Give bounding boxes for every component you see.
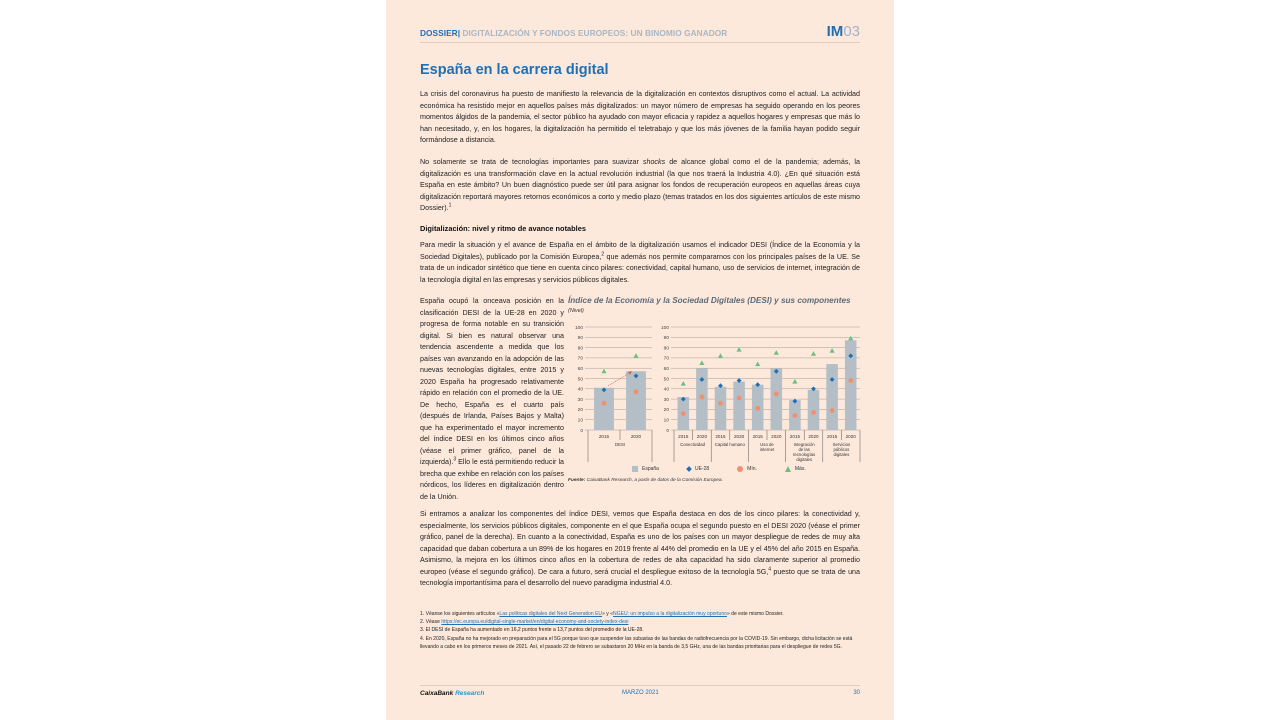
svg-text:2015: 2015 [752, 434, 763, 439]
link-ngeu-impulso[interactable]: NGEU: un impulso a la digitalización muy oportuno [613, 611, 727, 617]
footer-date: MARZO 2021 [622, 690, 659, 696]
header-badge [827, 23, 860, 40]
footnote-3: 3. El DESI de España ha aumentado en 16,2 puntos frente a 13,7 puntos del promedio de la UE-28. [420, 627, 644, 634]
footnotes [420, 610, 860, 651]
paragraph-3-text-a: Para medir la situación y el avance de España en el ámbito de la digitalización usamos el indicador DESI (Índice de la Economía y la Sociedad Digitales), publicado por la Comisión Europea, [420, 241, 860, 261]
svg-text:2020: 2020 [696, 434, 708, 439]
link-desi-url[interactable]: https://ec.europa.eu/digital-single-market/en/digital-economy-and-society-index-desi [441, 619, 629, 626]
svg-text:de las: de las [798, 447, 810, 452]
svg-text:Servicios: Servicios [832, 442, 851, 447]
footnote-ref-2[interactable]: 2 [601, 251, 605, 258]
footnote-1: 1. Véanse los siguientes artículos «Las políticas digitales del Next Generation EU» y «NGEU: un impulso a la digitalización muy oportuno» de este mismo Dossier. [420, 611, 784, 617]
document-page [386, 0, 894, 720]
header-section [420, 28, 727, 38]
link-next-generation-eu[interactable]: Las políticas digitales del Next Generation EU [499, 611, 603, 617]
svg-text:50: 50 [577, 377, 583, 383]
svg-text:40: 40 [577, 387, 583, 393]
svg-text:80: 80 [663, 346, 669, 352]
svg-text:digitales: digitales [796, 457, 813, 462]
svg-text:70: 70 [663, 356, 669, 362]
svg-text:2015: 2015 [789, 434, 801, 439]
footer-brand-logo: CaixaBank Research [420, 690, 485, 697]
badge-number: 03 [843, 23, 860, 40]
chart-source: Fuente: CaixaBank Research, a partir de datos de la Comisión Europea. [568, 478, 723, 483]
svg-text:100: 100 [660, 325, 669, 331]
article-title: España en la carrera digital [420, 62, 609, 78]
paragraph-3-text-b: que además nos permite compararnos con los principales países de la UE. Se trata de un indicador sintético que tiene en cuenta cinco pilares: conectividad, capital humano, uso de servicios de internet, integración de la tecnología digital en las empresas y servicios públicos digitales. [420, 252, 860, 284]
badge-prefix: IM [826, 23, 844, 40]
footnote-2: 2. Véase https://ec.europa.eu/digital-single-market/en/digital-economy-and-society-index-desi [420, 619, 629, 626]
svg-text:2015: 2015 [715, 434, 726, 439]
header-subtitle: DIGITALIZACIÓN Y FONDOS EUROPEOS: UN BINOMIO GANADOR [462, 28, 728, 38]
paragraph-3 [420, 240, 860, 286]
svg-text:2020: 2020 [771, 434, 782, 439]
svg-text:60: 60 [577, 367, 583, 372]
svg-text:Uso de: Uso de [760, 442, 774, 447]
legend-triangle-icon [785, 466, 791, 472]
paragraph-5-text-b: puesto que se trata de una tecnología importantísima para el desarrollo del nuevo paradigma industrial 4.0. [420, 567, 860, 587]
paragraph-2 [420, 157, 860, 215]
page-footer [420, 685, 860, 706]
svg-text:20: 20 [663, 408, 669, 414]
section-subheading: Digitalización: nivel y ritmo de avance notables [420, 224, 586, 233]
paragraph-4 [420, 296, 564, 503]
svg-text:Conectividad: Conectividad [680, 442, 706, 447]
svg-text:90: 90 [663, 336, 669, 342]
legend-item-ue28: UE-28 [687, 466, 709, 472]
footnote-4: 4. En 2020, España no ha mejorado en preparación para el 5G porque tuvo que suspender las subastas de las bandas de radiofrecuencia por la COVID-19. Sin embargo, dicha licitación se está llevando a cabo en los primeros meses de 2021. Así, el pasado 22 de febrero se subastaron 20 MHz en la banda de 3,5 GHz, una de las bandas prioritarias para el despliegue de redes 5G. [420, 635, 853, 650]
svg-text:2015: 2015 [598, 434, 610, 439]
svg-text:100: 100 [574, 325, 583, 331]
legend-circle-icon [737, 466, 743, 472]
svg-text:2020: 2020 [845, 434, 856, 439]
header-separator: | [457, 28, 461, 38]
svg-text:digitales: digitales [833, 452, 850, 457]
chart-subtitle: (Nivel) [568, 308, 584, 314]
svg-text:0: 0 [666, 428, 669, 434]
header-section-label: DOSSIER [420, 28, 458, 38]
chart-title: Índice de la Economía y la Sociedad Digitales (DESI) y sus componentes [568, 296, 851, 305]
svg-text:2020: 2020 [630, 434, 642, 439]
footnote-ref-4[interactable]: 4 [768, 566, 772, 573]
legend-diamond-icon [686, 466, 692, 472]
footnote-ref-3[interactable]: 3 [453, 456, 457, 463]
svg-text:tecnologías: tecnologías [793, 452, 816, 457]
paragraph-2-text-a: No solamente se trata de tecnologías importantes para suavizar [420, 158, 643, 166]
chart-plot [568, 318, 864, 464]
svg-text:2015: 2015 [826, 434, 838, 439]
footnote-ref-1[interactable]: 1 [448, 202, 452, 209]
svg-text:DESI: DESI [614, 442, 626, 447]
svg-text:públicos: públicos [833, 447, 850, 452]
paragraph-5-text-a: Si entramos a analizar los componentes del índice DESI, vemos que España destaca en dos de los cinco pilares: la conectividad y, especialmente, los servicios públicos digitales, componente en el que España ocupa el segundo puesto en el DESI 2020 (véase el primer gráfico, panel de la derecha). En cuanto a la conectividad, España es uno de los países con un mayor despliegue de redes de muy alta capacidad que daban cobertura a un 89% de los hogares en 2019 frente al 44% del promedio en la UE y el 45% del año 2015 en España. Asimismo, la mejora en los últimos cinco años en la cobertura de redes de alta capacidad ha sido claramente superior al promedio europeo (véase el segundo gráfico). De cara a futuro, será crucial el despliegue exitoso de la tecnología 5G, [420, 510, 860, 576]
legend-item-min: Mín. [737, 466, 757, 472]
legend-swatch-espana [632, 466, 638, 472]
desi-chart [568, 296, 864, 490]
svg-text:70: 70 [577, 356, 583, 362]
svg-text:2015: 2015 [678, 434, 689, 439]
paragraph-1: La crisis del coronavirus ha puesto de manifiesto la relevancia de la digitalización en contextos disruptivos como el actual. La actividad económica ha resistido mejor en aquellos países más digitalizados: un mayor número de empresas ha seguido operando en los peores momentos álgidos de la pandemia, el sector público ha ayudado con mayor eficacia y rapidez a aquellos hogares y empresas que más lo han necesitado, y, en los hogares, la digitalización ha permitido el teletrabajo y que los más jóvenes de la familia hayan podido seguir formándose a distancia. [420, 90, 860, 144]
paragraph-4-text-b: Ello le está permitiendo reducir la brecha que exhibe en relación con los países nórdicos, los líderes en digitalización dentro de la Unión. [420, 458, 564, 501]
paragraph-5 [420, 509, 860, 590]
svg-text:10: 10 [577, 418, 583, 424]
svg-text:30: 30 [577, 397, 583, 403]
paragraph-4-text-a: España ocupó la onceava posición en la clasificación DESI de la UE-28 en 2020 y progresa de forma notable en su transición digital. Si bien es natural observar una tendencia ascendente a medida que los países van avanzando en la adopción de las nuevas tecnologías digitales, entre 2015 y 2020 España ha progresado relativamente rápido en relación con el promedio de la UE. De hecho, España es el cuarto país (después de Irlanda, Países Bajos y Malta) que ha experimentado el mayor incremento del índice DESI en los últimos cinco años (véase el primer gráfico, panel de la izquierda). [420, 297, 564, 466]
svg-text:30: 30 [663, 397, 669, 403]
svg-text:60: 60 [663, 367, 669, 372]
chart-legend [632, 466, 806, 472]
legend-item-max: Máx. [785, 466, 806, 472]
svg-text:2020: 2020 [733, 434, 745, 439]
svg-text:10: 10 [663, 418, 669, 424]
svg-text:2020: 2020 [808, 434, 819, 439]
paragraph-2-emphasis: shocks [642, 158, 666, 166]
page-number: 30 [853, 690, 860, 696]
paragraph-2-text-b: de alcance global como el de la pandemia; además, la digitalización es una transformación clave en la actual revolución industrial (la que nos traerá la Industria 4.0). ¿En qué situación está España en este ámbito? Un buen diagnóstico puede ser útil para asignar los fondos de recuperación europeos en aquellas áreas cuya digitalización reportará mayores retornos económicos a corto y medio plazo (temas tratados en los dos siguientes artículos de este mismo Dossier). [420, 158, 860, 212]
svg-text:80: 80 [577, 346, 583, 352]
svg-text:20: 20 [577, 408, 583, 414]
svg-text:40: 40 [663, 387, 669, 393]
svg-text:0: 0 [580, 428, 583, 434]
svg-text:50: 50 [663, 377, 669, 383]
svg-text:internet: internet [759, 447, 775, 452]
svg-text:Capital humano: Capital humano [714, 442, 745, 447]
svg-text:90: 90 [577, 336, 583, 342]
svg-text:Integración: Integración [793, 442, 815, 447]
running-header [420, 23, 860, 43]
legend-item-espana: España [632, 466, 659, 472]
